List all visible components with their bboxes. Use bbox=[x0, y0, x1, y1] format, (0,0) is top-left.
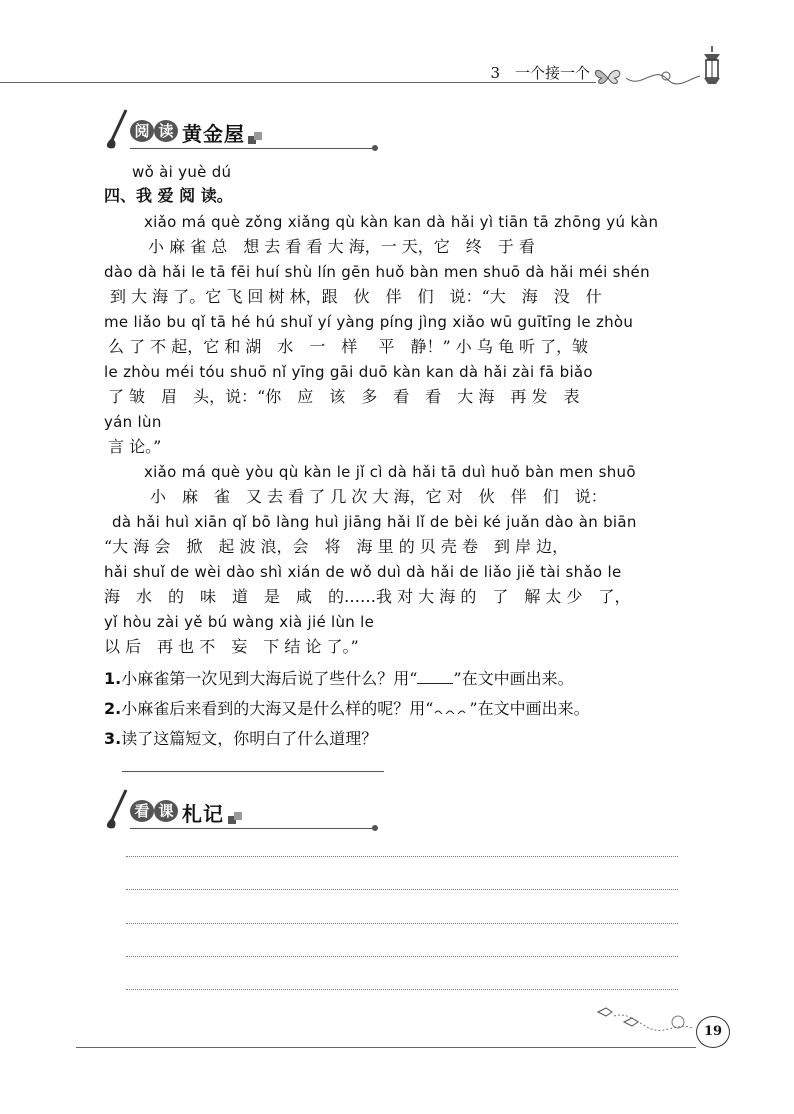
bird-icon bbox=[598, 1008, 638, 1026]
hanzi-line: 么 了 不 起，它 和 湖 水 一 样 平 静！” 小 乌 龟 听 了，皱 bbox=[108, 337, 589, 356]
butterfly-lantern-decoration bbox=[590, 44, 730, 90]
pinyin-line: hǎi shuǐ de wèi dào shì xián de wǒ duì dà hǎi de liǎo jiě tài shǎo le bbox=[104, 563, 622, 581]
pinyin-line: me liǎo bu qǐ tā hé hú shuǐ yí yàng píng jìng xiǎo wū guītīng le zhòu bbox=[104, 313, 634, 331]
lantern-icon bbox=[704, 46, 720, 84]
badge-yue: 阅 bbox=[130, 120, 154, 142]
wavy-underline-sample bbox=[433, 702, 469, 714]
note-line[interactable] bbox=[126, 989, 678, 990]
reading-section-title: 黄金屋 bbox=[182, 122, 245, 146]
hanzi-line: “大 海 会 掀 起 波 浪，会 将 海 里 的 贝 壳 卷 到 岸 边， bbox=[104, 537, 569, 556]
square-decoration bbox=[228, 812, 242, 824]
hanzi-line: 海 水 的 味 道 是 咸 的……我 对 大 海 的 了 解 太 少 了， bbox=[104, 587, 631, 606]
badge-ke: 课 bbox=[154, 800, 178, 822]
pinyin-line: xiǎo má què yòu qù kàn le jǐ cì dà hǎi tā duì huǒ bàn men shuō bbox=[144, 463, 636, 481]
hanzi-line: 小 麻 雀 总 想 去 看 看 大 海，一 天，它 终 于 看 bbox=[148, 237, 535, 256]
hanzi-line: 言 论。” bbox=[108, 437, 162, 456]
square-decoration bbox=[248, 132, 262, 144]
notes-section-banner bbox=[102, 788, 382, 832]
pinyin-line: le zhòu méi tóu shuō nǐ yīng gāi duō kàn kan dà hǎi zài fā biǎo bbox=[104, 363, 593, 381]
pinyin-line: yán lùn bbox=[104, 413, 162, 431]
note-line[interactable] bbox=[126, 923, 678, 924]
brush-icon bbox=[102, 788, 132, 832]
pinyin-line: dào dà hǎi le tā fēi huí shù lín gēn huǒ bàn men shuō dà hǎi méi shén bbox=[104, 263, 650, 281]
note-line[interactable] bbox=[126, 889, 678, 890]
butterfly-icon bbox=[595, 70, 619, 83]
answer-line[interactable] bbox=[122, 771, 384, 772]
page-number: 19 bbox=[696, 1016, 730, 1048]
hanzi-line: 到 大 海 了。它 飞 回 树 林，跟 伙 伴 们 说：“大 海 没 什 bbox=[110, 287, 602, 306]
note-line[interactable] bbox=[126, 956, 678, 957]
footer-rule bbox=[76, 1047, 696, 1048]
question-2: 2.小麻雀后来看到的大海又是什么样的呢？用“ ”在文中画出来。 bbox=[104, 699, 590, 718]
brush-icon bbox=[102, 108, 132, 152]
pinyin-line: xiǎo má què zǒng xiǎng qù kàn kan dà hǎi yì tiān tā zhōng yú kàn bbox=[144, 213, 659, 231]
banner-rule bbox=[130, 148, 376, 149]
banner-rule bbox=[130, 828, 376, 829]
badge-du: 读 bbox=[154, 120, 178, 142]
banner-dot bbox=[372, 825, 378, 831]
straight-underline-sample bbox=[417, 671, 453, 684]
banner-dot bbox=[372, 145, 378, 151]
task-heading: 四、我 爱 阅 读。 bbox=[104, 186, 233, 205]
question-1: 1.小麻雀第一次见到大海后说了些什么？用“ ”在文中画出来。 bbox=[104, 669, 574, 688]
badge-kan: 看 bbox=[130, 800, 154, 822]
reading-section-banner bbox=[102, 108, 382, 152]
note-line[interactable] bbox=[126, 856, 678, 857]
question-3: 3.读了这篇短文，你明白了什么道理？ bbox=[104, 729, 378, 748]
hanzi-line: 以 后 再 也 不 妄 下 结 论 了。” bbox=[104, 637, 359, 656]
bird-flower-decoration bbox=[594, 1000, 694, 1040]
hanzi-line: 了 皱 眉 头，说：“你 应 该 多 看 看 大 海 再 发 表 bbox=[108, 387, 580, 406]
pinyin-line: yǐ hòu zài yě bú wàng xià jié lùn le bbox=[104, 613, 375, 631]
hanzi-line: 小 麻 雀 又 去 看 了 几 次 大 海，它 对 伙 伴 们 说： bbox=[150, 487, 607, 506]
pinyin-line: dà hǎi huì xiān qǐ bō làng huì jiāng hǎi lǐ de bèi ké juǎn dào àn biān bbox=[112, 513, 637, 531]
notes-section-title: 札记 bbox=[182, 802, 224, 826]
task-pinyin: wǒ ài yuè dú bbox=[132, 163, 232, 181]
chapter-title: 3 一个接一个 bbox=[490, 64, 590, 82]
